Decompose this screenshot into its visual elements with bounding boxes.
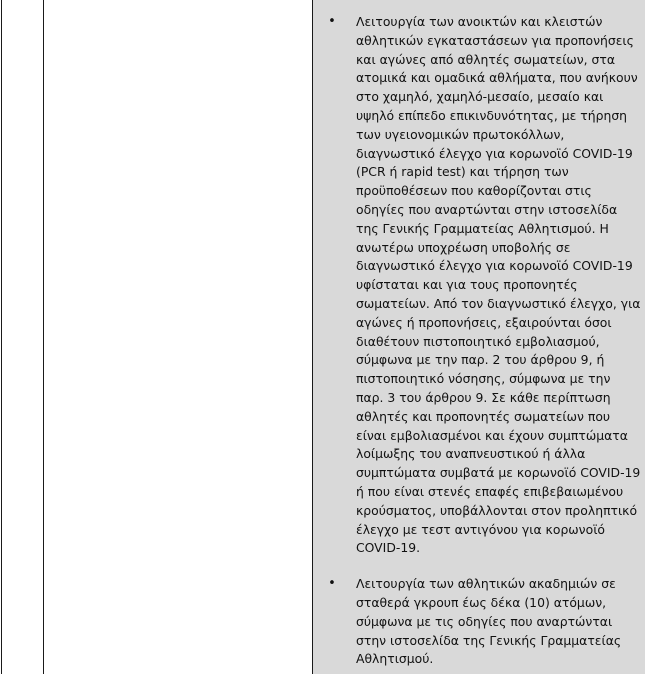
list-item: [313, 575, 645, 669]
table-cell-second: [44, 0, 312, 674]
list-item: [313, 13, 645, 558]
bullet-text: Λειτουργία των ανοικτών και κλειστών αθλητικών εγκαταστάσεων για προπονήσεις και αγώνες από αθλητές σωματείων, στα ατομικά και ομαδικά αθλήματα, που ανήκουν στο χαμηλό, χαμηλό-μεσαίο, μεσαίο και υψηλό επίπεδο επικινδυνότητας, με τήρηση των υγειονομικών πρωτοκόλλων, διαγνωστικό έλεγχο για κορωνοϊό COVID-19 (PCR ή rapid test) και τήρηση των προϋποθέσεων που καθορίζονται στις οδηγίες που αναρτώνται στην ιστοσελίδα της Γενικής Γραμματείας Αθλητισμού. Η ανωτέρω υποχρέωση υποβολής σε διαγνωστικό έλεγχο για κορωνοϊό COVID-19 υφίσταται και για τους προπονητές σωματείων. Από τον διαγνωστικό έλεγχο, για αγώνες ή προπονήσεις, εξαιρούνται όσοι διαθέτουν πιστοποιητικό εμβολιασμού, σύμφωνα με την παρ. 2 του άρθρου 9, ή πιστοποιητικό νόσησης, σύμφωνα με την παρ. 3 του άρθρου 9. Σε κάθε περίπτωση αθλητές και προπονητές σωματείων που είναι εμβολιασμένοι και έχουν συμπτώματα λοίμωξης του αναπνευστικού ή άλλα συμπτώματα συμβατά με κορωνοϊό COVID-19 ή που είναι στενές επαφές επιβεβαιωμένου κρούσματος, υποβάλλονται στον προληπτικό έλεγχο με τεστ αντιγόνου για κορωνοϊό COVID-19.: [356, 14, 641, 556]
bullet-icon: •: [328, 14, 336, 29]
bullet-icon: •: [328, 576, 336, 592]
table-border-inner: [43, 0, 44, 674]
measures-bullet-list: [313, 13, 645, 686]
table-cell-first: [2, 0, 43, 674]
table-border-left: [1, 0, 2, 674]
bullet-text: Λειτουργία των αθλητικών ακαδημιών σε σταθερά γκρουπ έως δέκα (10) ατόμων, σύμφωνα με τις οδηγίες που αναρτώνται στην ιστοσελίδα της Γενικής Γραμματείας Αθλητισμού.: [356, 576, 622, 667]
